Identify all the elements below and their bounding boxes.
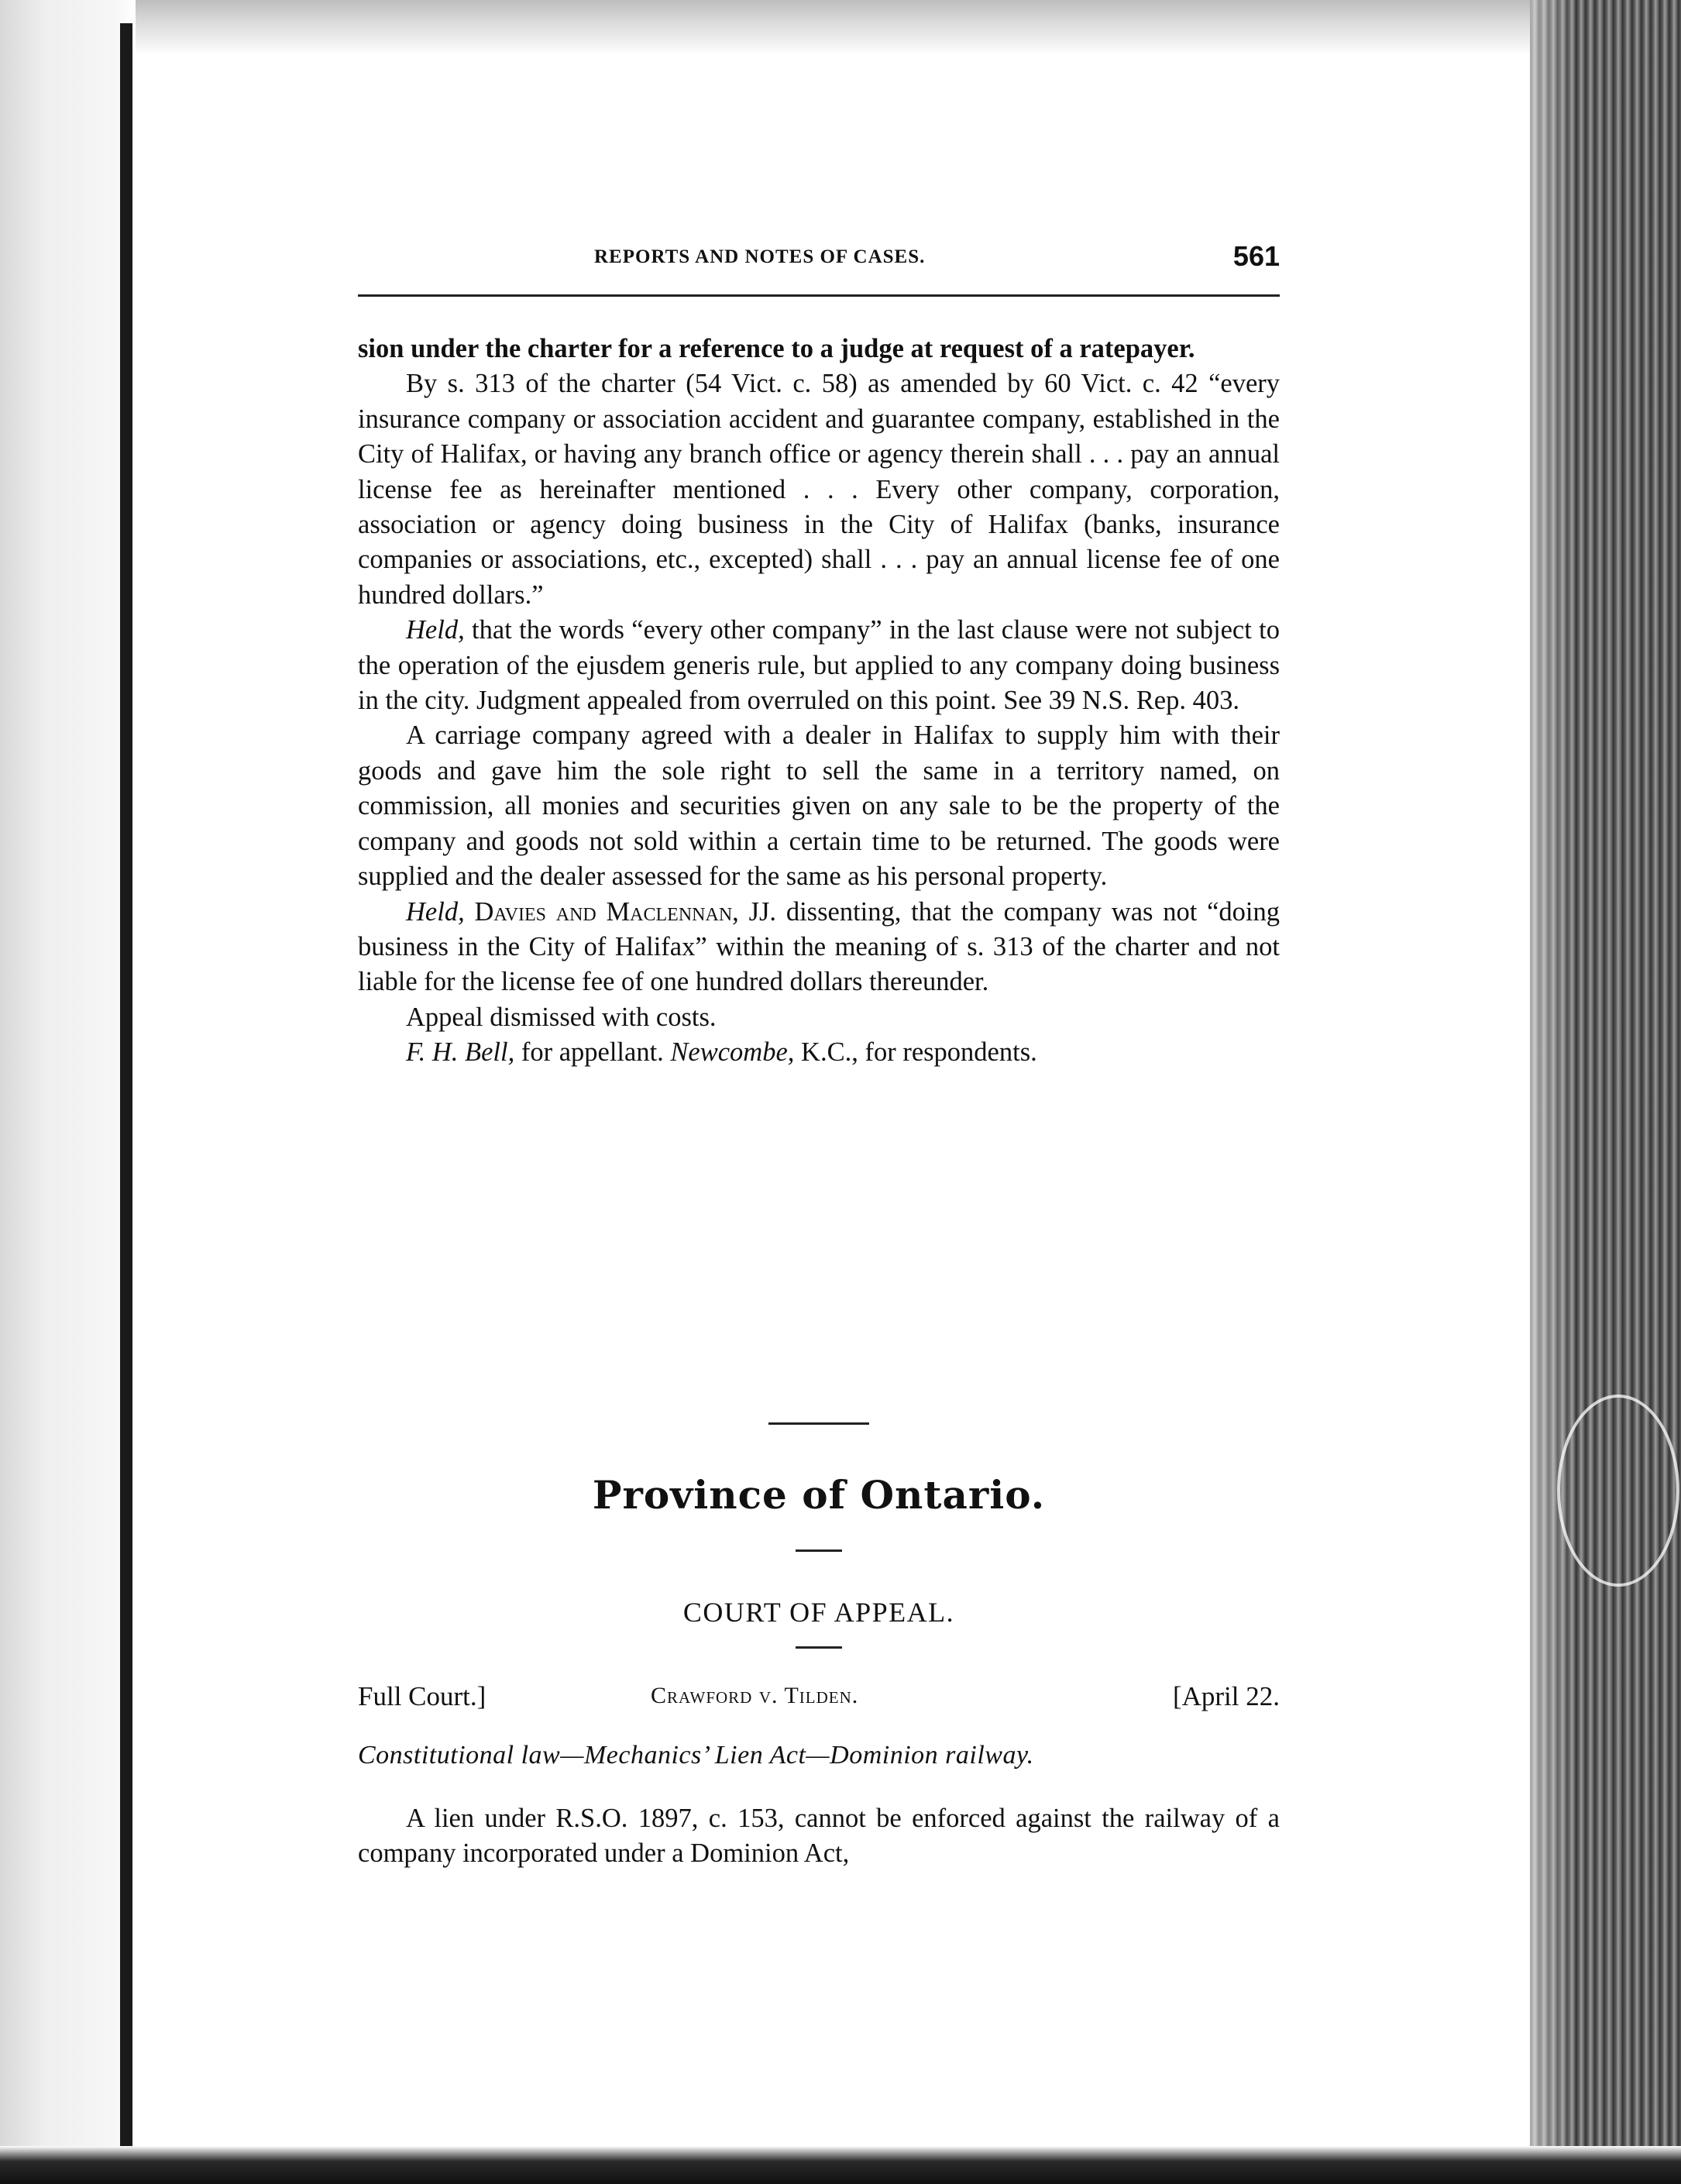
running-head: REPORTS AND NOTES OF CASES.: [594, 246, 926, 267]
library-stamp: [1557, 1395, 1679, 1587]
paragraph-facts: [358, 718, 1280, 894]
paragraph-continuation: sion under the charter for a reference to a judge at request of a ratepayer.: [358, 334, 1195, 363]
heading-divider: [358, 1549, 1280, 1552]
case-title: Crawford v. Tilden.: [651, 1683, 859, 1708]
scan-bottom-edge: [0, 2146, 1681, 2184]
lien-paragraph: A lien under R.S.O. 1897, c. 153, cannot be enforced against the railway of a company incorporated under a Dominion Act,: [358, 1804, 1280, 1869]
case-caption: [358, 1681, 1280, 1720]
court-bench: Full Court.]: [358, 1681, 486, 1711]
case-summary: [358, 1801, 1280, 1872]
paragraph-charter: [358, 366, 1280, 613]
case-headnote: Constitutional law—Mechanics’ Lien Act—Dominion railway.: [358, 1741, 1034, 1770]
scan-left-edge: [0, 0, 136, 2184]
scan-top-edge: [0, 0, 1542, 54]
appellant-role: for appellant.: [514, 1037, 671, 1068]
disposition: Appeal dismissed with costs.: [406, 1002, 717, 1032]
case-date: [April 22.: [1172, 1681, 1280, 1711]
charter-text: By s. 313 of the charter (54 Vict. c. 58) as amended by 60 Vict. c. 42 “every insurance company or association accident and guarantee company, established in the City of Halifax, or having any branch office or agency therein shall . . . pay an annual license fee as hereinafter mentioned . . . Every other company, corporation, association or agency doing business in the City of Halifax (banks, insurance companies or associations, etc., excepted) shall . . . pay an annual license fee of one hundred dollars.”: [358, 369, 1280, 610]
counsel-line: [358, 1035, 1280, 1070]
facts-text: A carriage company agreed with a dealer in Halifax to supply him with their goods and gave him the sole right to sell the same in a territory named, on commission, all monies and securities given on any sale to be the property of the company and goods not sold within a certain time to be returned. The goods were supplied and the dealer assessed for the same as his personal property.: [358, 721, 1280, 892]
page-number: 561: [1232, 240, 1280, 272]
court-heading: COURT OF APPEAL.: [682, 1597, 955, 1628]
appellant-counsel: F. H. Bell,: [406, 1037, 515, 1068]
province-heading: Province of Ontario.: [592, 1472, 1046, 1518]
binding-shadow: [120, 23, 132, 2162]
held-label: Held,: [406, 896, 465, 927]
scan-right-shade: [1530, 0, 1576, 2184]
respondent-role: K.C., for respondents.: [794, 1037, 1037, 1068]
header-rule: [358, 294, 1280, 297]
paragraph-held-2: [358, 895, 1280, 1000]
held-text: JJ. dissenting, that the company was not “doing business in the City of Halifax” within the meaning of s. 313 of the charter and not liable for the license fee of one hundred dollars thereunder.: [358, 896, 1280, 997]
paragraph-held-1: [358, 613, 1280, 718]
held-text: that the words “every other company” in the last clause were not subject to the operation of the ejusdem generis rule, but applied to any company doing business in the city. Judgment appealed from overruled on this point. See 39 N.S. Rep. 403.: [358, 615, 1280, 716]
respondent-counsel: Newcombe,: [670, 1037, 795, 1068]
section-divider: [358, 1422, 1280, 1425]
report-body: [358, 332, 1280, 1071]
court-divider: [358, 1646, 1280, 1649]
page-header: [358, 232, 1280, 287]
held-label: Held,: [406, 615, 465, 645]
document-page: [358, 232, 1280, 1869]
dissenting-judges: Davies and Maclennan,: [464, 896, 739, 927]
